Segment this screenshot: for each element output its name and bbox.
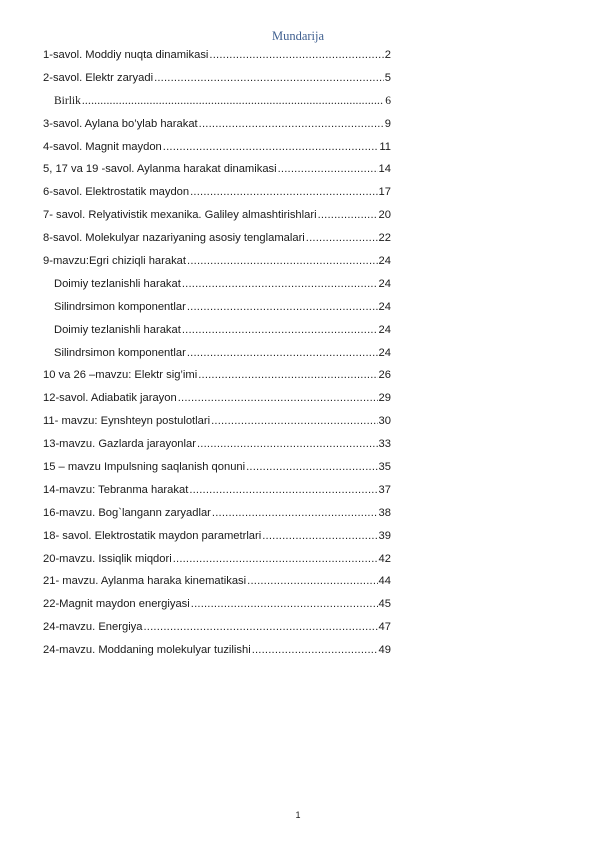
toc-entry-label: 6-savol. Elektrostatik maydon <box>43 186 190 199</box>
toc-entry-page: 2 <box>384 49 391 61</box>
toc-entry[interactable] <box>43 639 391 662</box>
toc-entry-label: 12-savol. Adiabatik jarayon <box>43 392 177 405</box>
toc-entry[interactable] <box>43 456 391 479</box>
toc-entry-label: 5, 17 va 19 -savol. Aylanma harakat dinamikasi <box>43 163 277 176</box>
toc-dot-leader <box>173 548 378 571</box>
toc-entry-page: 44 <box>378 575 391 588</box>
toc-dot-leader <box>82 90 384 113</box>
toc-entry[interactable] <box>43 204 391 227</box>
toc-entry-label: 20-mavzu. Issiqlik miqdori <box>43 552 172 565</box>
toc-entry-page: 49 <box>378 644 391 657</box>
toc-entry-page: 47 <box>378 621 391 634</box>
toc-entry-page: 24 <box>378 300 391 313</box>
toc-dot-leader <box>154 67 384 90</box>
toc-entry[interactable] <box>43 44 391 67</box>
toc-entry-label: 22-Magnit maydon energiyasi <box>43 598 190 611</box>
toc-entry-label: Birlik <box>54 94 81 107</box>
toc-entry-label: 9-mavzu:Egri chiziqli harakat <box>43 255 187 268</box>
toc-dot-leader <box>197 433 378 456</box>
toc-entry[interactable] <box>43 90 391 113</box>
toc-dot-leader <box>252 639 378 662</box>
toc-entry-label: 14-mavzu: Tebranma harakat <box>43 483 189 496</box>
toc-title: Mundarija <box>271 29 325 43</box>
toc-entry-label: 16-mavzu. Bog`langann zaryadlar <box>43 506 211 519</box>
toc-entry-label: 10 va 26 –mavzu: Elektr sig’imi <box>43 369 198 382</box>
toc-entry[interactable] <box>43 136 391 159</box>
toc-entry-page: 45 <box>378 598 391 611</box>
toc-dot-leader <box>246 456 377 479</box>
toc-entry-label: 13-mavzu. Gazlarda jarayonlar <box>43 438 196 451</box>
toc-dot-leader <box>211 410 377 433</box>
toc-dot-leader <box>187 342 378 365</box>
toc-entry-label: 11- mavzu: Eynshteyn postulotlari <box>43 415 211 428</box>
toc-entry-page: 24 <box>378 277 391 290</box>
toc-entry-page: 39 <box>378 529 391 542</box>
toc-entry[interactable] <box>43 525 391 548</box>
toc-entry-page: 24 <box>378 323 391 336</box>
toc-entry[interactable] <box>43 593 391 616</box>
toc-entry-page: 14 <box>378 163 391 176</box>
toc-entry-label: 18- savol. Elektrostatik maydon parametrlari <box>43 529 262 542</box>
toc-dot-leader <box>199 113 384 136</box>
toc-dot-leader <box>182 273 378 296</box>
toc-entry-page: 11 <box>379 140 391 153</box>
toc-entry-label: Doimiy tezlanishli harakat <box>54 323 181 336</box>
toc-dot-leader <box>190 181 377 204</box>
toc-entry-page: 9 <box>384 117 391 130</box>
toc-entry-label: 21- mavzu. Aylanma haraka kinematikasi <box>43 575 247 588</box>
toc-entry-page: 20 <box>378 209 391 222</box>
toc-dot-leader <box>144 616 378 639</box>
toc-entry[interactable] <box>43 364 391 387</box>
toc-entry-page: 38 <box>378 506 391 519</box>
toc-entry-label: 24-mavzu. Moddaning molekulyar tuzilishi <box>43 644 251 657</box>
toc-entry-label: 15 – mavzu Impulsning saqlanish qonuni <box>43 461 246 474</box>
toc-entry[interactable] <box>43 296 391 319</box>
toc-dot-leader <box>212 502 378 525</box>
toc-dot-leader <box>198 364 377 387</box>
toc-entry-page: 29 <box>378 392 391 405</box>
toc-entry[interactable] <box>43 433 391 456</box>
toc-entry-label: Doimiy tezlanishli harakat <box>54 277 181 290</box>
toc-entry[interactable] <box>43 548 391 571</box>
toc-entry-page: 24 <box>378 255 391 268</box>
toc-entry-label: Silindrsimon komponentlar <box>54 300 186 313</box>
toc-entry-label: 3-savol. Aylana bo’ylab harakat <box>43 117 198 130</box>
toc-entry-page: 33 <box>378 438 391 451</box>
toc-entry[interactable] <box>43 387 391 410</box>
toc-entry-page: 24 <box>378 346 391 359</box>
toc-dot-leader <box>189 479 377 502</box>
toc-entry[interactable] <box>43 479 391 502</box>
toc-entry[interactable] <box>43 67 391 90</box>
toc-entry[interactable] <box>43 273 391 296</box>
toc-entry[interactable] <box>43 227 391 250</box>
toc-entry[interactable] <box>43 113 391 136</box>
table-of-contents <box>43 44 391 662</box>
toc-entry-label: 7- savol. Relyativistik mexanika. Galiley almashtirishlari <box>43 209 317 222</box>
toc-dot-leader <box>306 227 378 250</box>
toc-entry-label: Silindrsimon komponentlar <box>54 346 186 359</box>
toc-entry-page: 22 <box>378 232 391 245</box>
toc-entry[interactable] <box>43 410 391 433</box>
toc-dot-leader <box>187 250 378 273</box>
toc-entry-page: 17 <box>378 186 391 199</box>
toc-entry[interactable] <box>43 250 391 273</box>
toc-entry-page: 5 <box>384 71 391 84</box>
toc-entry-page: 6 <box>385 94 391 107</box>
toc-dot-leader <box>191 593 378 616</box>
toc-entry[interactable] <box>43 181 391 204</box>
toc-entry[interactable] <box>43 570 391 593</box>
toc-dot-leader <box>318 204 378 227</box>
toc-dot-leader <box>262 525 377 548</box>
toc-entry[interactable] <box>43 342 391 365</box>
toc-entry-page: 30 <box>378 415 391 428</box>
page-number: 1 <box>295 810 301 820</box>
toc-entry-label: 4-savol. Magnit maydon <box>43 140 162 153</box>
toc-entry-page: 26 <box>378 369 391 382</box>
toc-entry-page: 37 <box>378 483 391 496</box>
toc-entry-label: 8-savol. Molekulyar nazariyaning asosiy tenglamalari <box>43 232 305 245</box>
toc-entry-label: 24-mavzu. Energiya <box>43 621 143 634</box>
toc-entry[interactable] <box>43 502 391 525</box>
toc-dot-leader <box>178 387 378 410</box>
toc-dot-leader <box>163 136 379 159</box>
toc-entry-page: 35 <box>378 461 391 474</box>
toc-entry-label: 2-savol. Elektr zaryadi <box>43 71 154 84</box>
toc-dot-leader <box>187 296 378 319</box>
toc-dot-leader <box>278 158 378 181</box>
toc-entry[interactable] <box>43 158 391 181</box>
toc-dot-leader <box>182 319 378 342</box>
toc-entry-page: 42 <box>378 552 391 565</box>
toc-entry-label: 1-savol. Moddiy nuqta dinamikasi <box>43 49 209 61</box>
toc-entry[interactable] <box>43 616 391 639</box>
toc-dot-leader <box>247 570 377 593</box>
toc-entry[interactable] <box>43 319 391 342</box>
toc-dot-leader <box>209 44 383 67</box>
